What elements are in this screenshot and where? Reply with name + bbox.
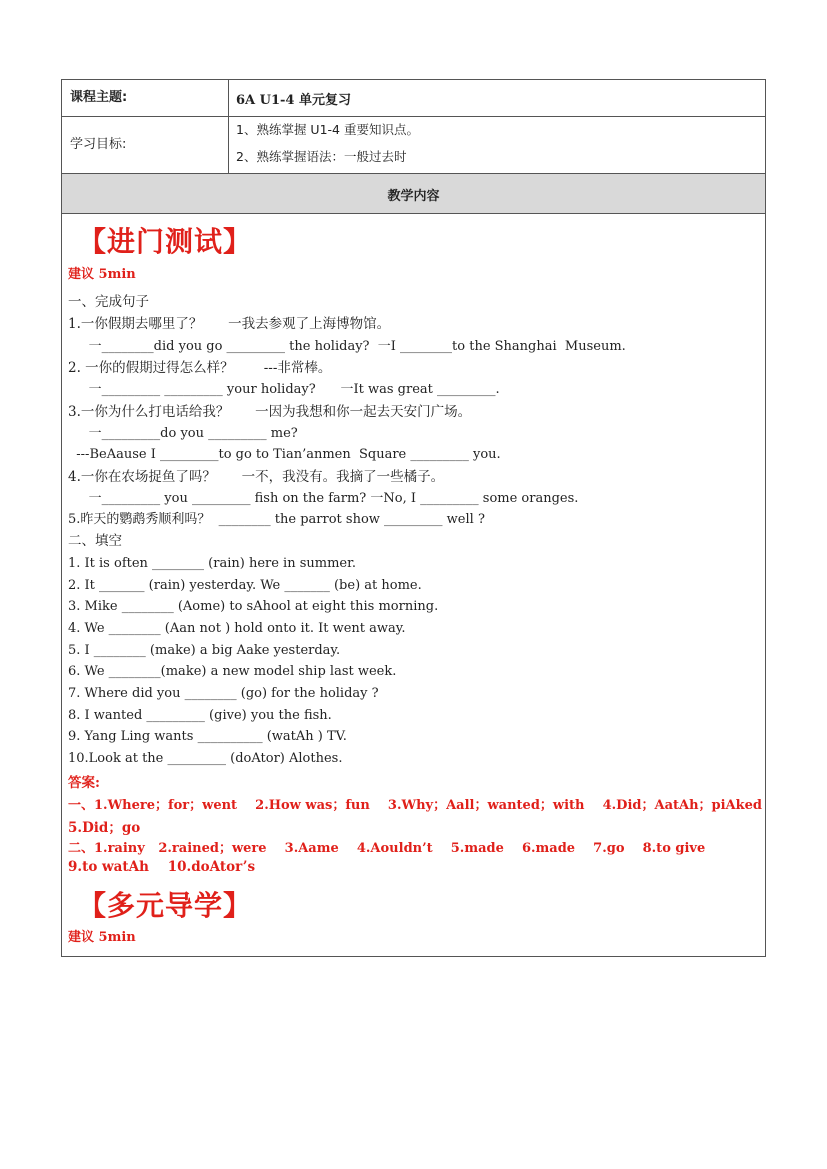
answer-line: 9.to watAh 10.doAtor’s: [68, 859, 256, 875]
question-line: 1.一你假期去哪里了？ 一我去参观了上海博物馆。: [68, 316, 391, 332]
question-line: 1. It is often ________ (rain) here in summer.: [68, 556, 357, 571]
suggest-time: 建议 5min: [68, 267, 136, 282]
goal-item: 2、熟练掌握语法：一般过去时: [236, 149, 407, 164]
question-line: 一_________do you _________ me?: [68, 426, 298, 441]
question-line: 5.昨天的鹦鹉秀顺利吗？ ________ the parrot show _________ well ?: [68, 512, 485, 527]
question-line: 10.Look at the _________ (doAtor) Alothes.: [68, 751, 343, 766]
question-line: 2. 一你的假期过得怎么样？ ---非常棒。: [68, 360, 332, 376]
question-line: 4.一你在农场捉鱼了吗？ 一不，我没有。我摘了一些橘子。: [68, 469, 445, 485]
section-title-guided-study: 【多元导学】: [78, 889, 253, 922]
question-line: 一________did you go _________ the holiday? 一I ________to the Shanghai Museum.: [68, 339, 626, 354]
answer-label: 答案:: [68, 775, 100, 791]
question-line: 7. Where did you ________ (go) for the holiday ?: [68, 686, 379, 701]
question-line: 3. Mike ________ (Aome) to sAhool at eight this morning.: [68, 599, 439, 614]
question-line: 一、完成句子: [68, 294, 149, 310]
topic-label: 课程主题:: [70, 90, 128, 105]
answer-line: 一、1.Where；for；went 2.How was；fun 3.Why；Aall；wanted；with 4.Did；AatAh；piAked: [68, 798, 763, 813]
lesson-sheet: [61, 79, 766, 957]
question-line: 4. We ________ (Aan not ) hold onto it. It went away.: [68, 621, 406, 636]
question-line: ---BeAause I _________to go to Tian’anmen Square _________ you.: [68, 447, 501, 462]
question-line: 5. I ________ (make) a big Aake yesterday.: [68, 643, 341, 658]
goal-item: 1、熟练掌握 U1-4 重要知识点。: [236, 122, 419, 137]
question-line: 一_________ _________ your holiday? 一It was great _________.: [68, 382, 500, 397]
question-line: 9. Yang Ling wants __________ (watAh ) TV.: [68, 729, 347, 744]
question-line: 二、填空: [68, 533, 122, 549]
goal-label: 学习目标:: [70, 137, 127, 152]
content-header-row: [62, 174, 765, 214]
topic-value: 6A U1-4 单元复习: [236, 93, 352, 108]
question-line: 8. I wanted _________ (give) you the fish.: [68, 708, 332, 723]
question-line: 一_________ you _________ fish on the farm? 一No, I _________ some oranges.: [68, 491, 579, 506]
topic-row: [62, 80, 765, 117]
answer-line: 二、1.rainy 2.rained；were 3.Aame 4.Aouldn’t 5.made 6.made 7.go 8.to give: [68, 841, 706, 856]
question-line: 2. It _______ (rain) yesterday. We _______ (be) at home.: [68, 578, 422, 593]
question-line: 6. We ________(make) a new model ship last week.: [68, 664, 397, 679]
section-title-entry-test: 【进门测试】: [78, 225, 253, 258]
goal-row: [62, 117, 765, 174]
answer-line: 5.Did；go: [68, 820, 141, 836]
column-divider: [228, 80, 229, 117]
content-label: 教学内容: [387, 189, 440, 204]
suggest-time: 建议 5min: [68, 930, 136, 945]
question-line: 3.一你为什么打电话给我？ 一因为我想和你一起去天安门广场。: [68, 404, 472, 420]
column-divider: [228, 117, 229, 174]
